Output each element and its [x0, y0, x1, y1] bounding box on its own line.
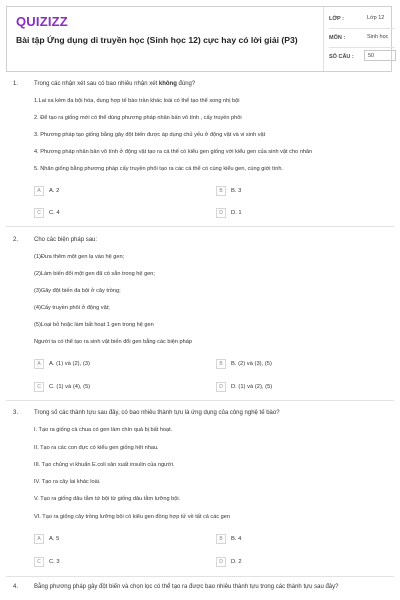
question-divider	[6, 576, 394, 577]
question-line: (5)Loại bỏ hoặc làm bất hoạt 1 gen trong hệ gen	[34, 322, 154, 328]
option-text: C. 4	[49, 210, 60, 216]
option-key: C	[34, 208, 44, 218]
meta-separator	[329, 47, 395, 48]
option-key: A	[34, 186, 44, 196]
question-line: II. Tạo ra các con đực có kiểu gen giống hệt nhau.	[34, 445, 159, 451]
option-text: B. 4	[231, 536, 242, 542]
option-d[interactable]	[216, 381, 384, 393]
question-text	[34, 81, 390, 87]
option-d[interactable]	[216, 556, 384, 568]
option-c[interactable]	[34, 207, 202, 219]
option-text: D. 2	[231, 559, 242, 565]
question-line: Người ta có thể tạo ra sinh vật biến đổi gen bằng các biện pháp	[34, 339, 192, 345]
option-a[interactable]	[34, 358, 202, 370]
question-line: 1.Lai xa kèm đa bội hóa, dung hợp tế bào trần khác loài có thể tạo thể song nhị bội	[34, 98, 240, 104]
question-line: 4. Phương pháp nhân bản vô tính ở động vật tạo ra cá thể có kiểu gen giống với kiểu gen của sinh vật cho nhân	[34, 149, 313, 155]
option-key: C	[34, 557, 44, 567]
question-line: III. Tạo chủng vi khuẩn E.coli sản xuất insulin của người.	[34, 462, 175, 468]
meta-value-grade: Lớp 12	[367, 15, 385, 21]
question-number: 4.	[13, 584, 19, 590]
option-text: C. 3	[49, 559, 60, 565]
option-text: C. (1) và (4), (5)	[49, 384, 91, 390]
option-b[interactable]	[216, 185, 384, 197]
question-text: Bằng phương pháp gây đột biến và chọn lọc có thể tạo ra được bao nhiêu thành tựu trong các thành tựu sau đây?	[34, 584, 339, 590]
option-key: C	[34, 382, 44, 392]
question-text: Cho các biện pháp sau:	[34, 237, 98, 243]
option-text: D. (1) và (2), (5)	[231, 384, 273, 390]
question-line: I. Tạo ra giống cà chua có gen làm chín quả bị bất hoạt.	[34, 427, 173, 433]
option-a[interactable]	[34, 533, 202, 545]
option-b[interactable]	[216, 533, 384, 545]
option-a[interactable]	[34, 185, 202, 197]
meta-divider	[323, 7, 324, 71]
question-line: (3)Gây đột biến đa bội ở cây trồng;	[34, 288, 121, 294]
option-text: B. (2) và (3), (5)	[231, 361, 272, 367]
option-key: A	[34, 534, 44, 544]
question-text-emphasis: không	[158, 81, 177, 87]
question-text-part: đúng?	[176, 81, 196, 87]
option-c[interactable]	[34, 381, 202, 393]
meta-value-subject: Sinh học	[367, 34, 389, 40]
meta-label-subject: MÔN :	[329, 35, 346, 41]
question-line: VI. Tạo ra giống cây trồng lưỡng bội có kiểu gen đồng hợp tử về tất cả các gen	[34, 514, 231, 520]
option-c[interactable]	[34, 556, 202, 568]
meta-separator	[329, 28, 395, 29]
question-line: 5. Nhân giống bằng phương pháp cấy truyền phôi tạo ra các cá thể có cùng kiểu gen, cùng giới tính.	[34, 166, 283, 172]
option-key: A	[34, 359, 44, 369]
meta-value-count: 50	[364, 50, 396, 61]
meta-label-grade: LỚP :	[329, 16, 344, 22]
option-key: D	[216, 557, 226, 567]
question-text-part: Trong các nhận xét sau có bao nhiêu nhận xét	[34, 81, 159, 87]
option-text: A. 5	[49, 536, 60, 542]
quizizz-logo: QUIZIZZ	[16, 14, 68, 29]
option-text: A. (1) và (2), (3)	[49, 361, 90, 367]
question-divider	[6, 226, 394, 227]
option-text: D. 1	[231, 210, 242, 216]
question-text: Trong số các thành tựu sau đây, có bao nhiêu thành tựu là ứng dụng của công nghệ tế bào?	[34, 410, 280, 416]
document-header	[6, 6, 392, 72]
option-key: D	[216, 382, 226, 392]
option-key: B	[216, 186, 226, 196]
question-line: (4)Cấy truyền phôi ở động vật;	[34, 305, 110, 311]
option-text: A. 2	[49, 188, 60, 194]
option-d[interactable]	[216, 207, 384, 219]
question-line: (2)Làm biến đổi một gen đã có sẵn trong hệ gen;	[34, 271, 155, 277]
option-key: B	[216, 359, 226, 369]
question-line: V. Tạo ra giống dâu tằm tứ bội từ giống dâu tằm lưỡng bội.	[34, 496, 181, 502]
document-title: Bài tập Ứng dụng di truyền học (Sinh học 12) cực hay có lời giải (P3)	[16, 35, 298, 45]
option-b[interactable]	[216, 358, 384, 370]
question-line: (1)Đưa thêm một gen lạ vào hệ gen;	[34, 254, 125, 260]
question-number: 2.	[13, 237, 19, 243]
question-number: 3.	[13, 410, 19, 416]
question-line: 2. Để tạo ra giống mới có thể dùng phương pháp nhân bản vô tính , cấy truyền phôi	[34, 115, 242, 121]
question-line: 3. Phương pháp tạo giống bằng gây đột biến được áp dụng chủ yếu ở động vật và vi sinh vật	[34, 132, 266, 138]
option-key: D	[216, 208, 226, 218]
option-key: B	[216, 534, 226, 544]
question-line: IV. Tạo ra cây lai khác loài.	[34, 479, 101, 485]
question-number: 1.	[13, 81, 19, 87]
meta-label-count: SỐ CÂU :	[329, 54, 354, 60]
option-text: B. 3	[231, 188, 242, 194]
question-divider	[6, 400, 394, 401]
